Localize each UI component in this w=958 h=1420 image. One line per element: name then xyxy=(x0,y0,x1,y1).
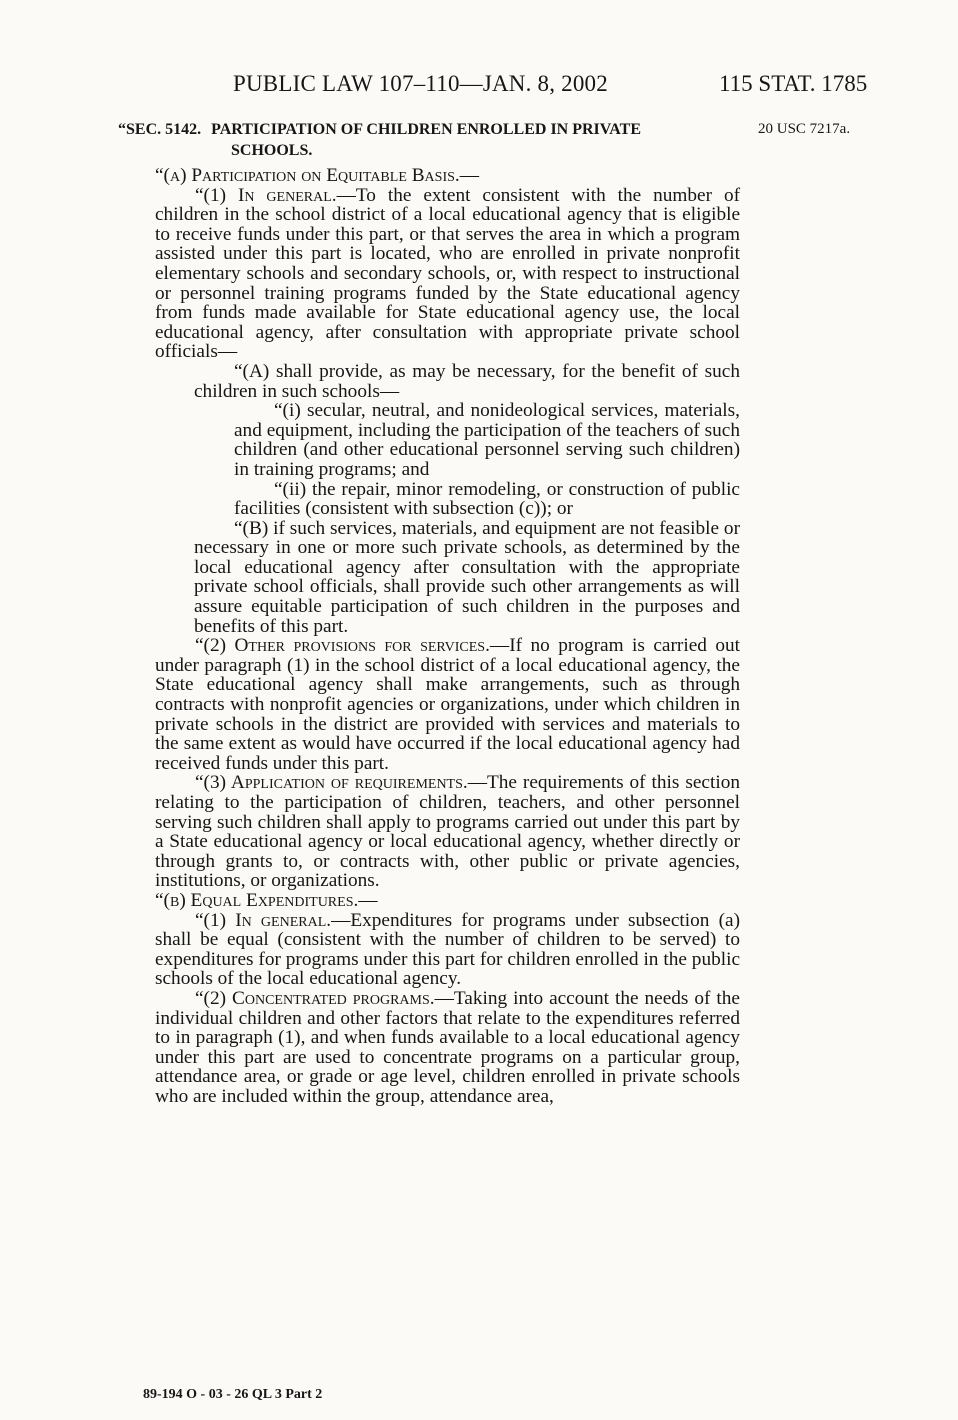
paragraph-a-2-text: —If no program is carried out under paragraph (1) in the school district of a local educational agency, the State educational agency shall make arrangements, such as through contracts with nonprofit agencies or organizations, under which children in private schools in the district are provided with services and materials to the same extent as would have occurred if the local educational agency had received funds under this part. xyxy=(155,635,740,774)
paragraph-a-2-lead: “(2) Other provisions for services. xyxy=(195,635,490,657)
paragraph-b-1-text: —Expenditures for programs under subsection (a) shall be equal (consistent with the number of children to be served) to expenditures for programs under this part for children enrolled in the public schools of the local educational agency. xyxy=(155,909,740,990)
subparagraph-a-A: “(A) shall provide, as may be necessary, for the benefit of such children in such schools— xyxy=(194,360,740,402)
paragraph-b-2-lead: “(2) Concentrated programs. xyxy=(195,987,435,1009)
subparagraph-a-B: “(B) if such services, materials, and equipment are not feasible or necessary in one or more such private schools, as determined by the local educational agency after consultation with the appropriate private school officials, shall provide such other arrangements as will assure equitable participation of such children in the purposes and benefits of this part. xyxy=(194,517,740,637)
paragraph-a-3-text: —The requirements of this section relating to the participation of children, teachers, and other personnel serving such children shall apply to programs carried out under this part by a State educational agency or local educational agency, whether directly or through grants to, or contracts with, other public or private agencies, institutions, or organizations. xyxy=(155,772,740,892)
running-head: PUBLIC LAW 107–110—JAN. 8, 2002 xyxy=(233,71,608,96)
paragraph-b-1 xyxy=(0,911,958,989)
subsection-b-heading: “(b) Equal Expenditures.— xyxy=(155,889,378,911)
paragraph-b-2-text: —Taking into account the needs of the individual children and other factors that relate to the expenditures referred to in paragraph (1), and when funds available to a local educational agency under this part are used to concentrate programs on a particular group, attendance area, or grade or age level, children enrolled in private schools who are included within the group, attendance area, xyxy=(155,987,740,1107)
paragraph-a-3-lead: “(3) Application of requirements. xyxy=(195,772,468,794)
clause-ii: “(ii) the repair, minor remodeling, or construction of public facilities (consistent with subsection (c)); or xyxy=(234,478,740,520)
section-heading xyxy=(118,119,748,161)
paragraph-a-1-text: —To the extent consistent with the number of children in the school district of a local educational agency that is eligible to receive funds under this part, or that serves the area in which a program assisted under this part is located, who are enrolled in private nonprofit elementary schools and secondary schools, or, with respect to instructional or personnel training programs funded by the State educational agency from funds made available for State educational agency use, the local educational agency, after consultation with appropriate private school officials— xyxy=(155,184,741,363)
subsection-a-heading: “(a) Participation on Equitable Basis.— xyxy=(155,165,480,186)
paragraph-a-1 xyxy=(0,186,958,362)
clause-i: “(i) secular, neutral, and nonideological services, materials, and equipment, including the participation of the teachers of such children (and other educational personnel serving such children) in training programs; and xyxy=(234,400,740,480)
section-number: “SEC. 5142. xyxy=(118,121,202,138)
print-job-footer: 89-194 O - 03 - 26 QL 3 Part 2 xyxy=(143,1387,323,1402)
usc-margin-note: 20 USC 7217a. xyxy=(758,121,851,137)
section-title-line-1: PARTICIPATION OF CHILDREN ENROLLED IN PRIVATE xyxy=(211,121,641,138)
statute-body xyxy=(0,166,958,1107)
section-title-line-2: SCHOOLS. xyxy=(231,142,313,159)
paragraph-a-3 xyxy=(0,773,958,891)
paragraph-b-2 xyxy=(0,989,958,1107)
paragraph-a-1-lead: “(1) In general. xyxy=(195,184,337,206)
statute-reference: 115 STAT. 1785 xyxy=(719,71,868,96)
paragraph-a-2 xyxy=(0,636,958,773)
paragraph-b-1-lead: “(1) In general. xyxy=(195,909,332,931)
